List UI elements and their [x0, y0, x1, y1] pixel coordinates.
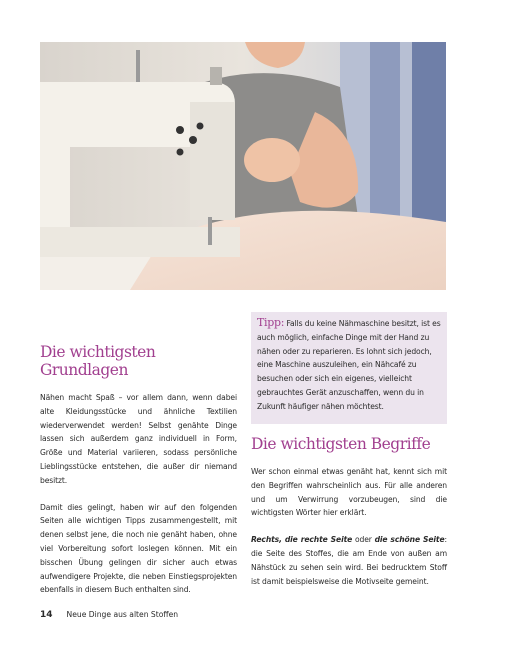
intro-paragraph-2: Damit dies gelingt, haben wir auf den folgenden Seiten alle wichtigen Tipps zusammengestellt, mit denen selbst jene, die noch nie genäht haben, ohne viel Vorbereitung sofort loslegen können. Mit ein bisschen Übung gelingen dir sicher auch etwas aufwendigere Projekte, die neben Einstiegsprojekten ebenfalls in diesem Buch enthalten sind. — [40, 502, 237, 595]
begriffe-paragraph-2 — [251, 533, 447, 588]
page-number: 14 — [40, 610, 53, 620]
sewing-photo — [40, 42, 446, 290]
term-connector: oder — [352, 535, 375, 545]
section-heading-begriffe: Die wichtigsten Begriffe — [251, 435, 431, 453]
tip-box — [251, 312, 447, 424]
tip-label: Tipp: — [257, 316, 285, 329]
term-colon: : — [444, 535, 447, 545]
term-rechte-seite: Rechts, die rechte Seite — [251, 535, 353, 545]
begriffe-paragraph-1: Wer schon einmal etwas genäht hat, kennt sich mit den Begriffen wahrscheinlich aus. Für alle anderen und um Verwirrung vorzubeugen, sind die wichtigsten Wörter hier erklärt. — [251, 467, 447, 518]
term-definition: die Seite des Stoffes, die am Ende von außen am Nähstück zu sehen sein wird. Bei bedrucktem Stoff ist damit beispielsweise die Motivseite gemeint. — [251, 548, 447, 586]
sewing-machine-illustration — [40, 42, 446, 290]
term-schoene-seite: die schöne Seite — [374, 535, 445, 545]
section-heading-grundlagen: Die wichtigsten Grundlagen — [40, 343, 156, 379]
intro-paragraph-1: Nähen macht Spaß – vor allem dann, wenn dabei alte Kleidungsstücke und ähnliche Textilien wiederverwendet werden! Selbst genähte Dinge lassen sich außerdem ganz individuell in Form, Größe und Material variieren, sodass persönliche Lieblingsstücke entstehen, die außer dir niemand besitzt. — [40, 393, 237, 485]
page-footer — [40, 610, 178, 620]
tip-paragraph — [257, 316, 441, 414]
right-column — [251, 435, 447, 588]
left-column — [40, 343, 237, 597]
book-title: Neue Dinge aus alten Stoffen — [66, 610, 179, 619]
tip-text: Falls du keine Nähmaschine besitzt, ist es auch möglich, einfache Dinge mit der Hand zu nähen oder zu reparieren. Es lohnt sich jedoch, eine Maschine auszuleihen, ein Nähcafé zu besuchen oder sich ein eigenes, vielleicht gebrauchtes Gerät anzuschaffen, wenn du in Zukunft häufiger nähen möchtest. — [257, 319, 441, 411]
